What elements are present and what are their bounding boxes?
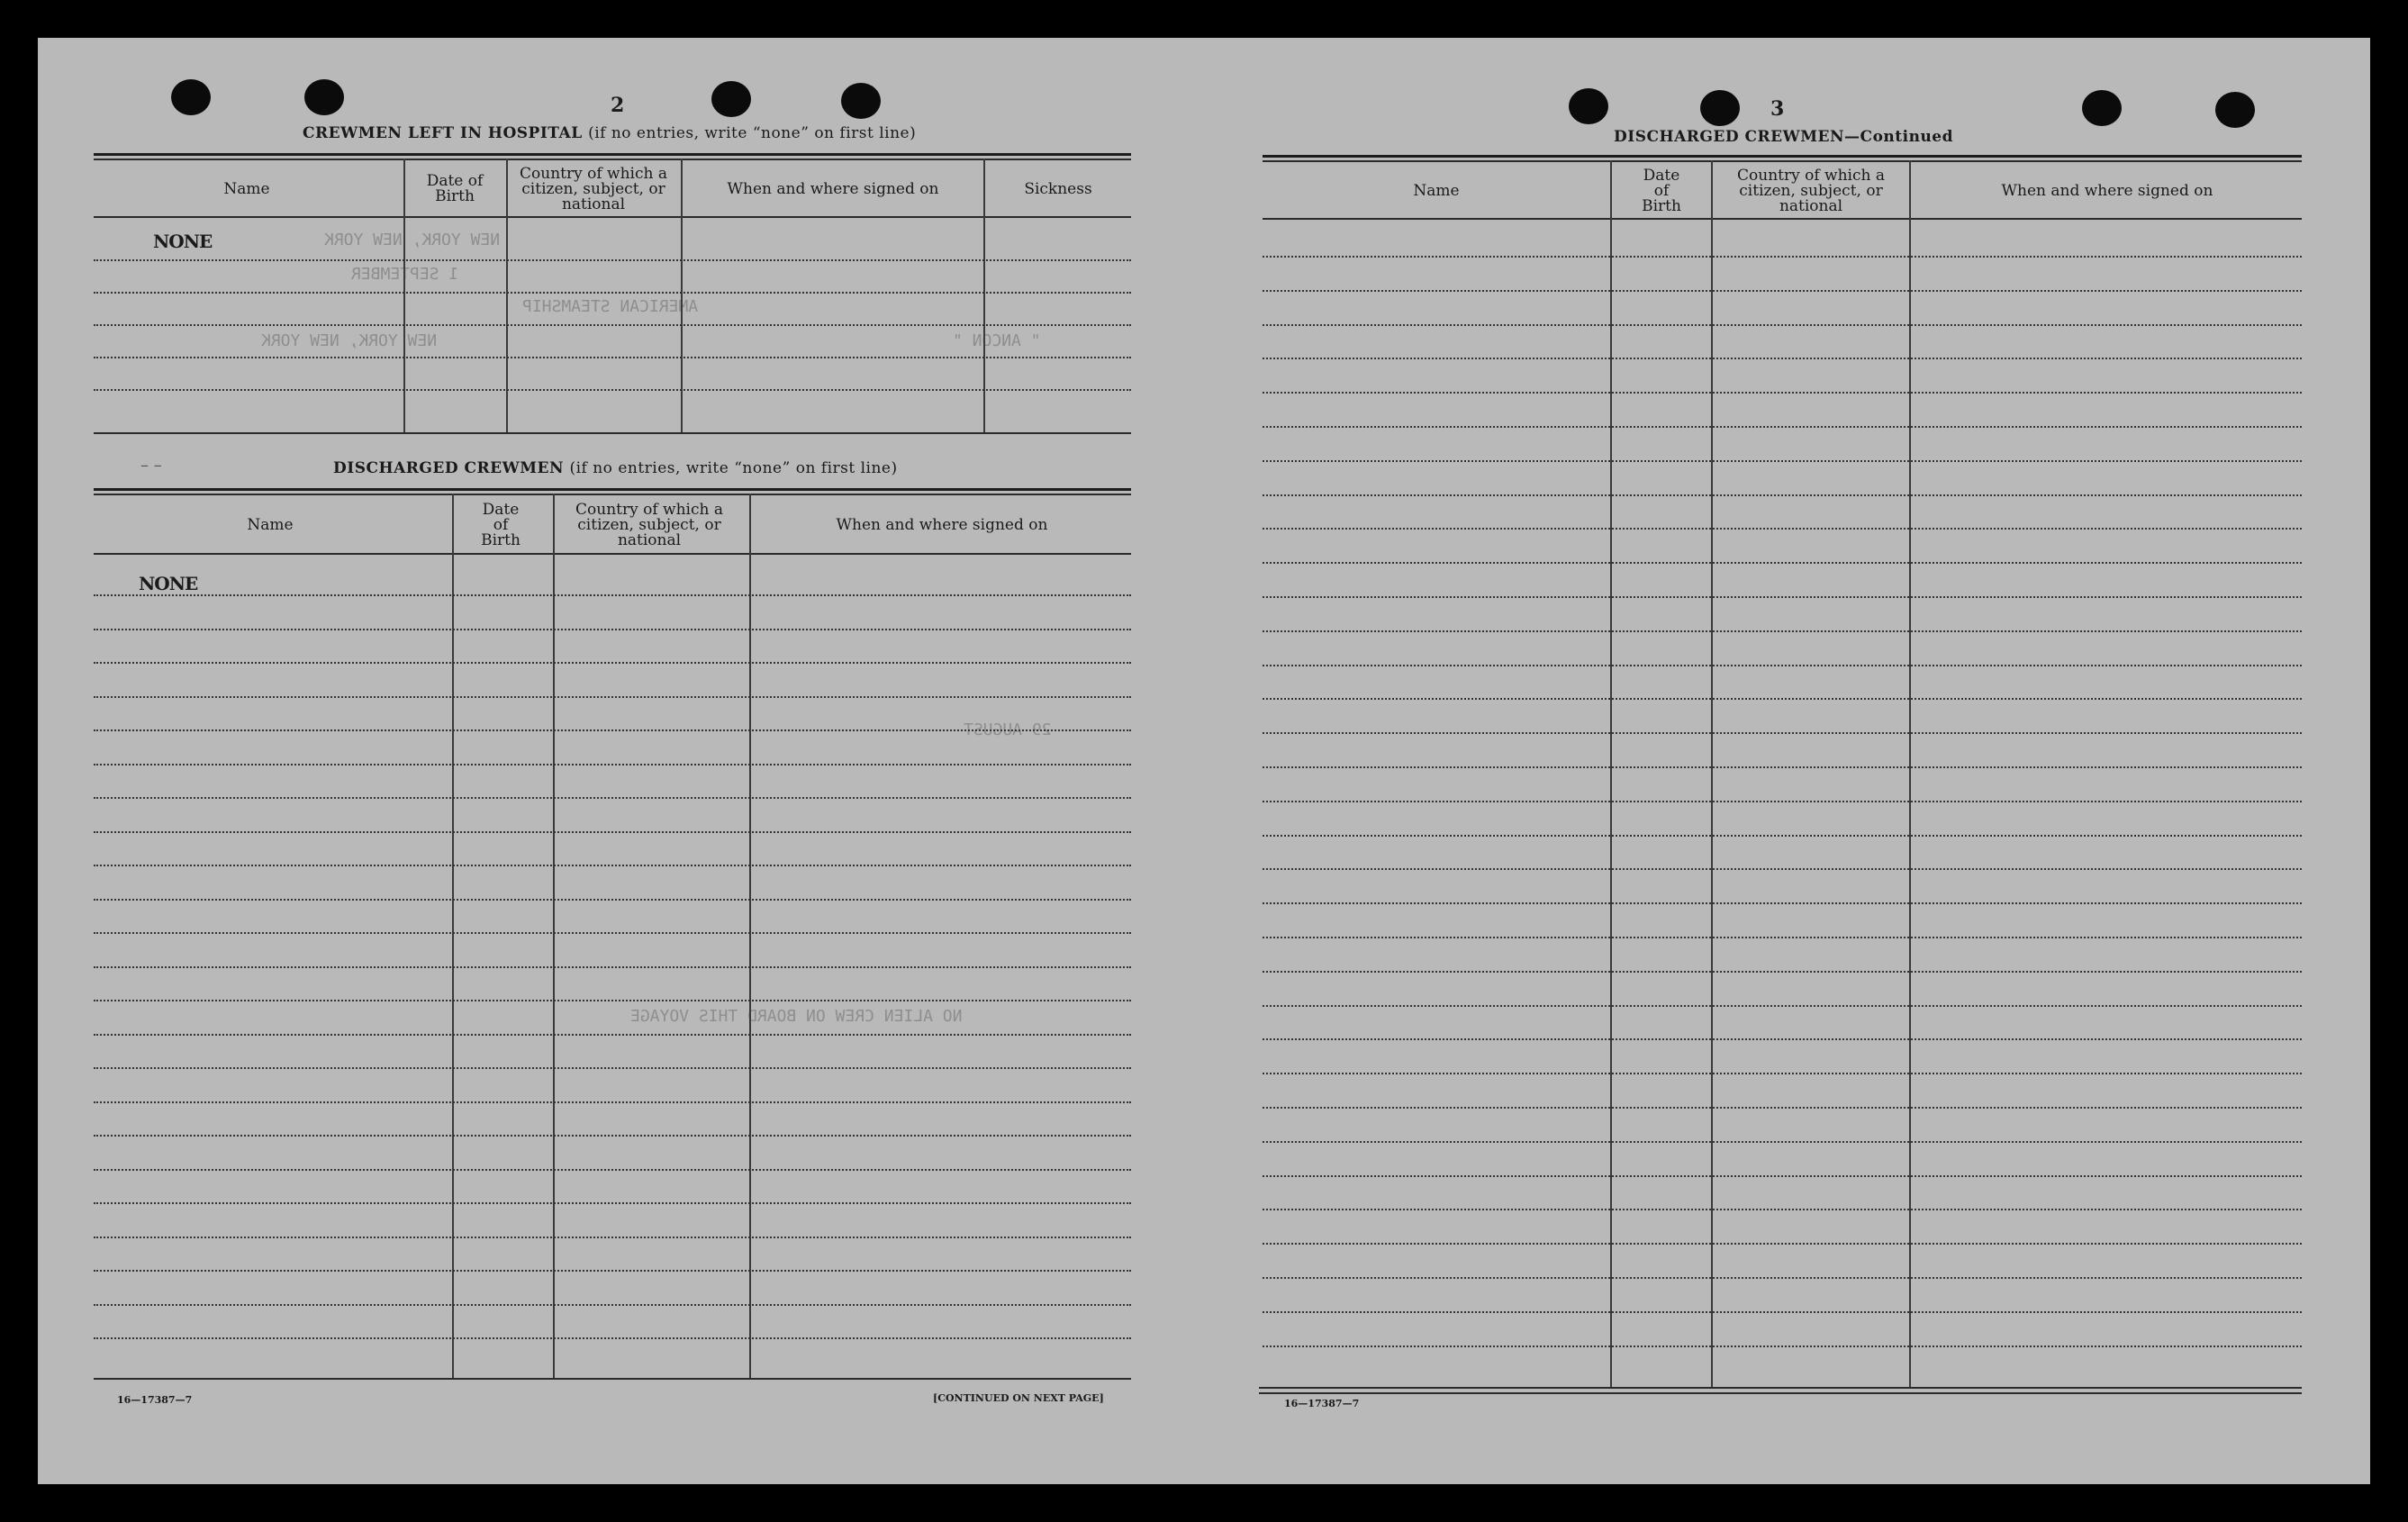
column-divider <box>403 159 405 433</box>
column-divider <box>749 494 751 1378</box>
continued-section-title: DISCHARGED CREWMEN—Continued <box>1614 128 1954 146</box>
entry-line <box>94 729 1131 731</box>
entry-line <box>94 324 1131 326</box>
table-bottom-border <box>94 432 1131 434</box>
entry-line <box>1263 1243 2302 1245</box>
entry-line <box>94 1237 1131 1238</box>
entry-line <box>1263 971 2302 973</box>
bleed-through-text: NEW YORK, NEW YORK <box>324 231 501 249</box>
entry-line <box>94 1304 1131 1306</box>
entry-line <box>1263 630 2302 632</box>
entry-line <box>1263 528 2302 530</box>
column-header: When and where signed on <box>2001 181 2213 200</box>
entry-line <box>94 629 1131 630</box>
entry-line <box>1263 1175 2302 1177</box>
entry-line <box>1263 290 2302 292</box>
entry-line <box>1263 426 2302 428</box>
bleed-through-text: " ANCON " <box>953 331 1041 350</box>
entry-line <box>1263 1311 2302 1313</box>
header-bottom-border <box>94 216 1131 218</box>
entry-line <box>94 1067 1131 1069</box>
entry-line <box>94 662 1131 664</box>
table-bottom-border <box>94 1378 1131 1380</box>
entry-line <box>94 764 1131 766</box>
table-top-border <box>94 494 1131 495</box>
entry-line <box>1263 732 2302 734</box>
page-number: 2 <box>611 94 625 117</box>
entry-line <box>94 966 1131 968</box>
stray-mark: – – <box>140 456 162 475</box>
discharged-title: DISCHARGED CREWMEN <box>333 459 565 477</box>
entry-line <box>1263 937 2302 938</box>
column-header: Country of which a citizen, subject, or national <box>575 500 723 549</box>
bleed-through-text: NO ALIEN CREW ON BOARD THIS VOYAGE <box>630 1007 963 1026</box>
table-top-border <box>1263 155 2302 158</box>
column-header: Country of which a citizen, subject, or national <box>520 164 667 213</box>
entry-line <box>1263 494 2302 496</box>
discharged-entry: NONE <box>139 573 198 594</box>
entry-line <box>94 292 1131 294</box>
column-header: Date of Birth <box>481 500 521 549</box>
punch-hole <box>1700 90 1740 126</box>
column-header: When and where signed on <box>727 179 939 198</box>
punch-hole <box>711 81 751 117</box>
column-header: Date of Birth <box>426 172 484 205</box>
punch-hole <box>841 83 881 119</box>
column-divider <box>553 494 555 1378</box>
entry-line <box>1263 868 2302 870</box>
form-number: 16—17387—7 <box>117 1394 193 1406</box>
entry-line <box>1263 460 2302 462</box>
column-header: Name <box>247 515 294 534</box>
table-top-border <box>94 159 1131 160</box>
continued-note: [CONTINUED ON NEXT PAGE] <box>933 1392 1104 1404</box>
column-divider <box>681 159 683 433</box>
discharged-instruction: (if no entries, write “none” on first line) <box>569 459 898 477</box>
column-divider <box>1909 160 1911 1387</box>
column-header: Name <box>223 179 270 198</box>
entry-line <box>1263 596 2302 598</box>
entry-line <box>1263 902 2302 904</box>
entry-line <box>94 1202 1131 1204</box>
hospital-instruction: (if no entries, write “none” on first line) <box>588 124 917 142</box>
column-header: Sickness <box>1024 179 1092 198</box>
entry-line <box>1263 766 2302 768</box>
header-bottom-border <box>1263 218 2302 220</box>
column-divider <box>506 159 508 433</box>
entry-line <box>94 1270 1131 1272</box>
entry-line <box>1263 1005 2302 1007</box>
entry-line <box>94 594 1131 596</box>
entry-line <box>94 1101 1131 1103</box>
entry-line <box>94 932 1131 934</box>
entry-line <box>94 797 1131 799</box>
table-bottom-border <box>1259 1387 2302 1389</box>
form-number: 16—17387—7 <box>1284 1398 1360 1409</box>
column-header: When and where signed on <box>836 515 1048 534</box>
bleed-through-text: AMERICAN STEAMSHIP <box>522 297 699 316</box>
bleed-through-text: 1 SEPTEMBER <box>351 265 459 284</box>
table-top-border <box>94 488 1131 491</box>
entry-line <box>94 357 1131 358</box>
header-bottom-border <box>94 553 1131 555</box>
table-top-border <box>94 153 1131 156</box>
entry-line <box>94 696 1131 698</box>
page-number: 3 <box>1770 97 1785 121</box>
entry-line <box>1263 256 2302 258</box>
document-sheet <box>38 38 2370 1484</box>
punch-hole <box>304 79 344 115</box>
entry-line <box>1263 324 2302 326</box>
entry-line <box>1263 1038 2302 1040</box>
entry-line <box>1263 1345 2302 1347</box>
entry-line <box>94 1169 1131 1171</box>
discharged-section-title <box>333 459 898 477</box>
entry-line <box>94 1034 1131 1036</box>
entry-line <box>1263 698 2302 700</box>
punch-hole <box>2215 92 2255 128</box>
entry-line <box>1263 358 2302 359</box>
hospital-section-title <box>303 124 916 142</box>
column-header: Name <box>1413 181 1460 200</box>
bleed-through-text: 29 AUGUST <box>964 720 1052 739</box>
punch-hole <box>1569 88 1608 124</box>
hospital-title: CREWMEN LEFT IN HOSPITAL <box>303 124 583 142</box>
entry-line <box>94 1135 1131 1137</box>
entry-line <box>1263 1107 2302 1109</box>
column-divider <box>452 494 454 1378</box>
entry-line <box>1263 562 2302 564</box>
bleed-through-text: NEW YORK, NEW YORK <box>261 331 438 350</box>
entry-line <box>1263 801 2302 802</box>
entry-line <box>94 1337 1131 1339</box>
column-header: Date of Birth <box>1642 166 1681 215</box>
entry-line <box>94 831 1131 833</box>
table-top-border <box>1263 160 2302 162</box>
entry-line <box>1263 665 2302 666</box>
column-divider <box>1711 160 1713 1387</box>
entry-line <box>94 865 1131 866</box>
entry-line <box>1263 392 2302 394</box>
entry-line <box>94 259 1131 261</box>
punch-hole <box>171 79 211 115</box>
entry-line <box>1263 1277 2302 1279</box>
entry-line <box>94 389 1131 391</box>
entry-line <box>1263 1073 2302 1074</box>
entry-line <box>1263 1141 2302 1143</box>
table-bottom-border <box>1259 1392 2302 1394</box>
column-divider <box>983 159 985 433</box>
entry-line <box>1263 1209 2302 1210</box>
entry-line <box>1263 835 2302 837</box>
entry-line <box>94 1000 1131 1001</box>
column-header: Country of which a citizen, subject, or national <box>1737 166 1885 215</box>
entry-line <box>94 899 1131 901</box>
hospital-entry: NONE <box>153 231 213 252</box>
punch-hole <box>2082 90 2122 126</box>
column-divider <box>1610 160 1612 1387</box>
